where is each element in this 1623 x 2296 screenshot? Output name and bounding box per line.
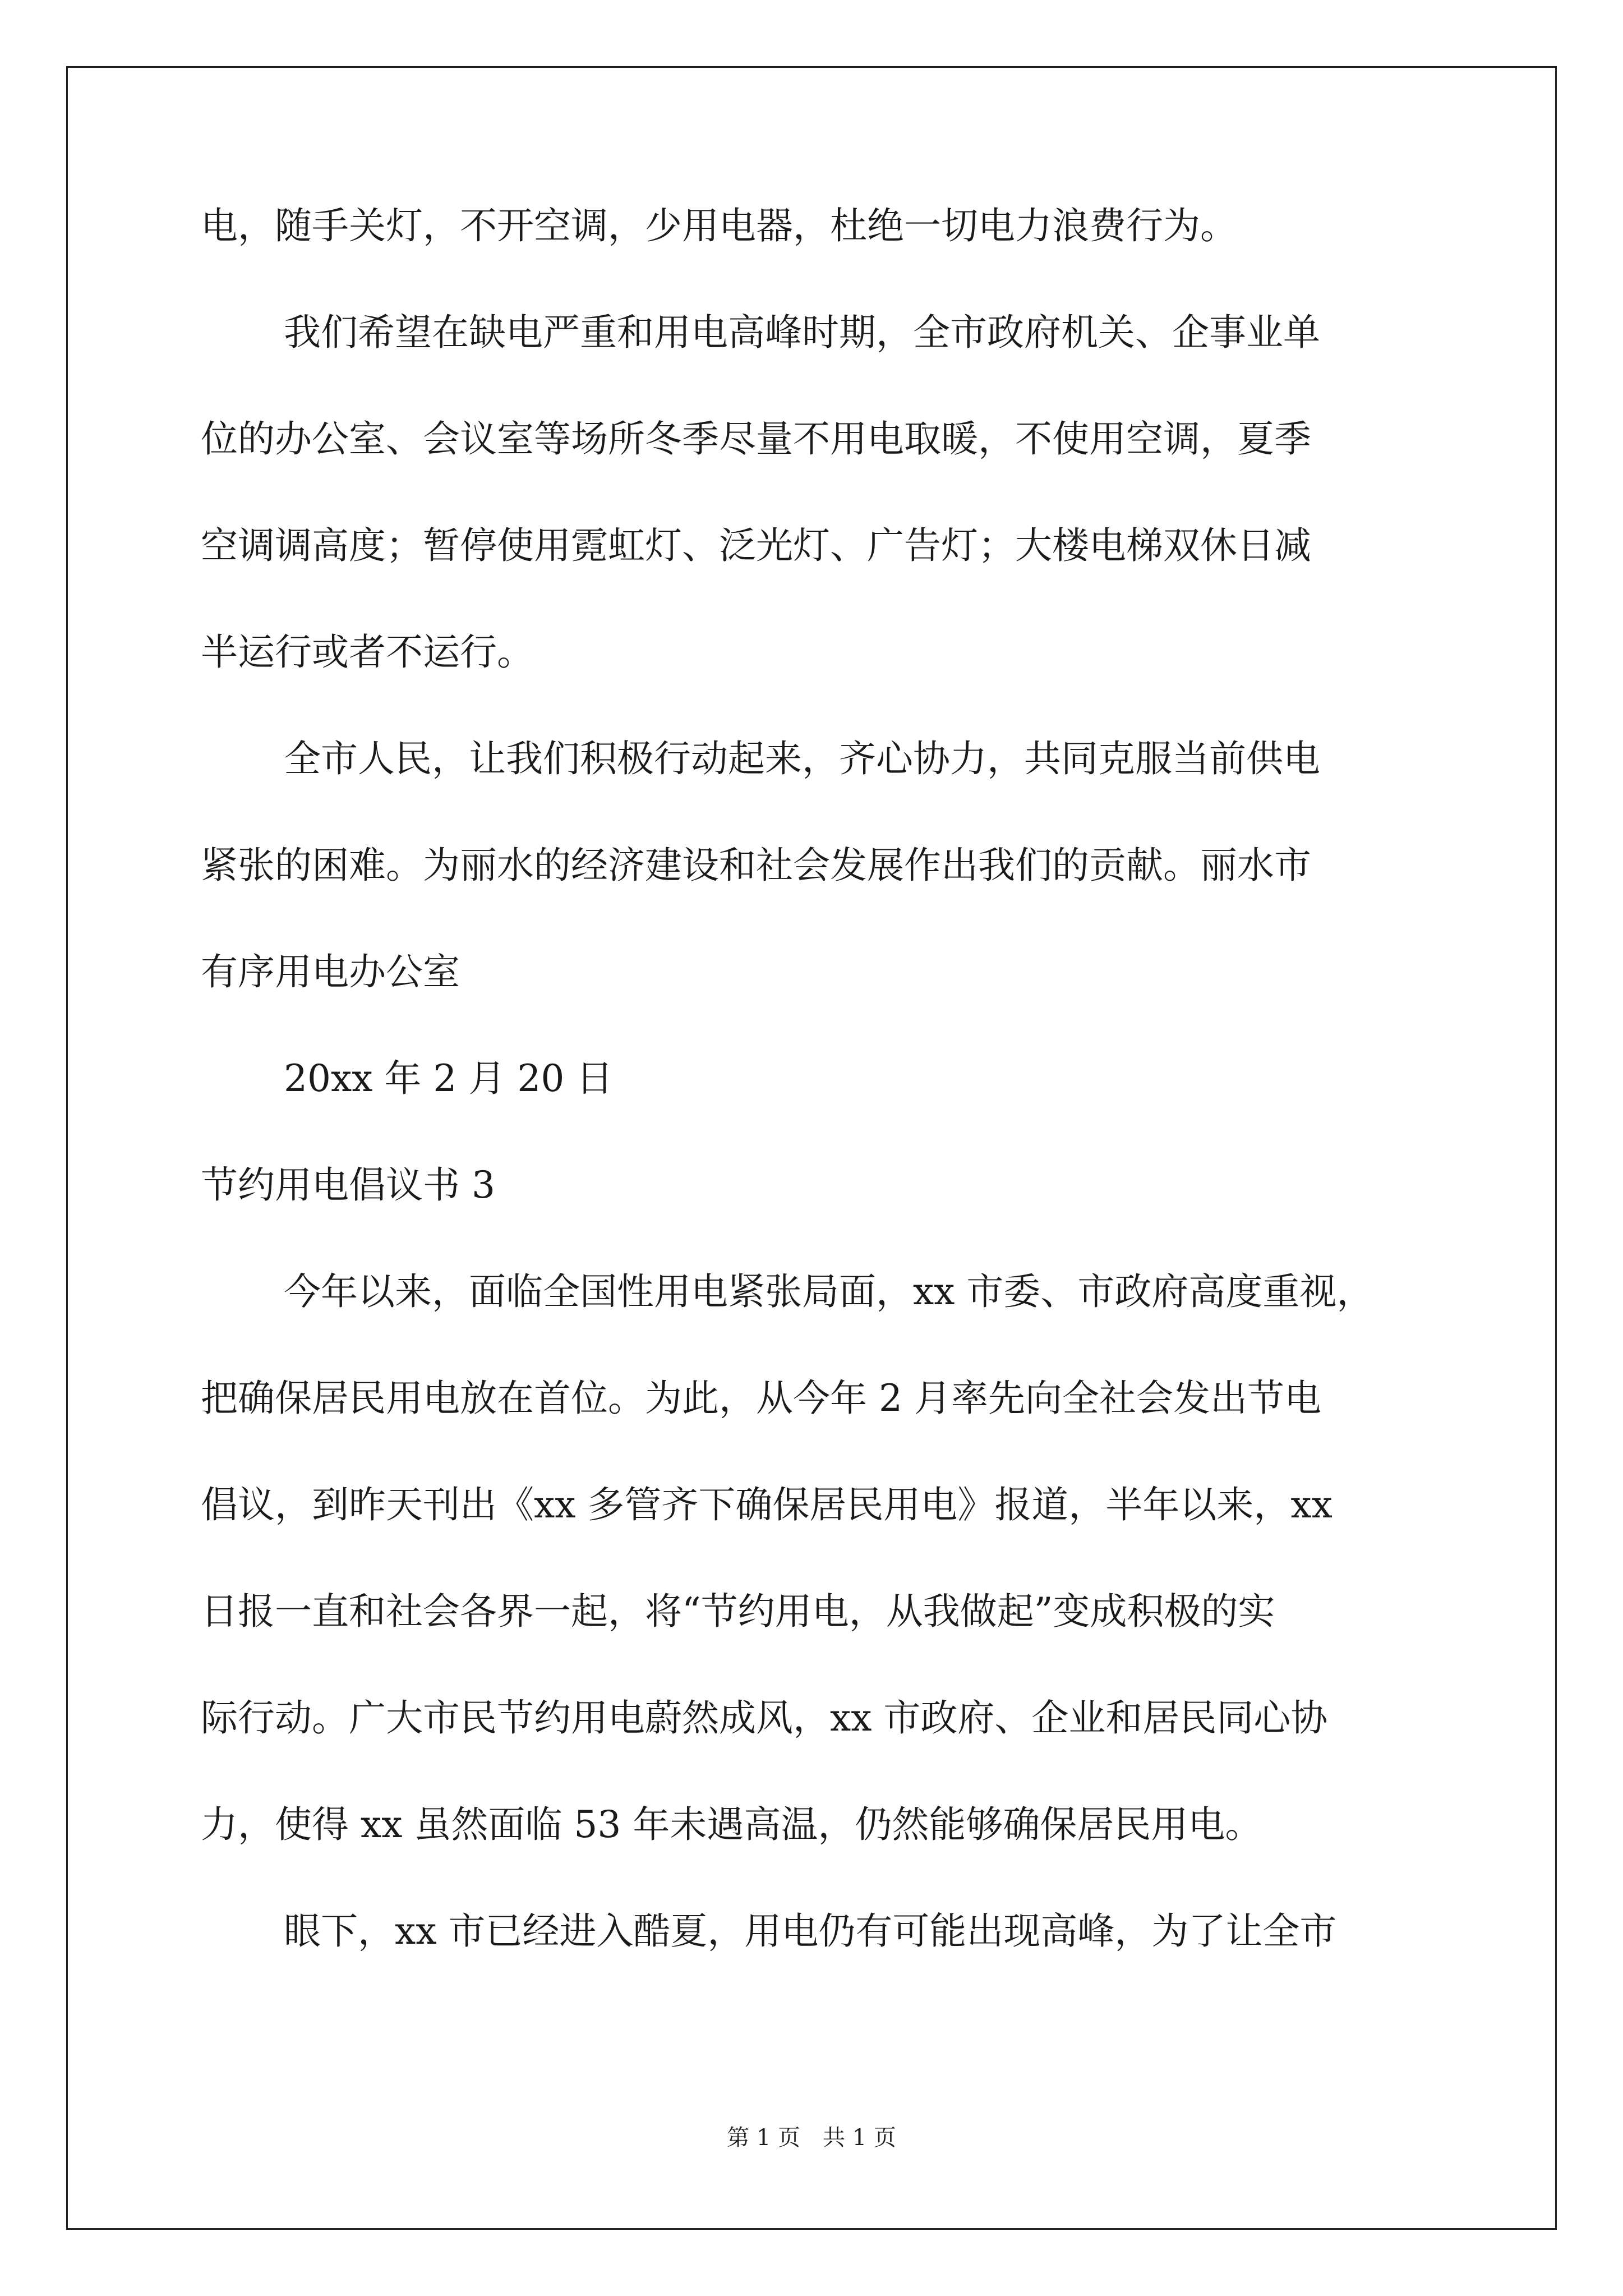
text-line: 把确保居民用电放在首位。为此，从今年 2 月率先向全社会发出节电 bbox=[201, 1377, 1321, 1420]
page-number-footer: 第 1 页 共 1 页 bbox=[727, 2125, 896, 2151]
text-line: 力，使得 xx 虽然面临 53 年未遇高温，仍然能够确保居民用电。 bbox=[201, 1803, 1262, 1846]
text-line: 电，随手关灯，不开空调，少用电器，杜绝一切电力浪费行为。 bbox=[201, 204, 1237, 247]
paragraph-line: 眼下，xx 市已经进入酷夏，用电仍有可能出现高峰，为了让全市 bbox=[284, 1910, 1337, 1953]
paragraph-line: 全市人民，让我们积极行动起来，齐心协力，共同克服当前供电 bbox=[284, 737, 1320, 780]
date-line: 20xx 年 2 月 20 日 bbox=[284, 1057, 614, 1100]
text-line: 倡议，到昨天刊出《xx 多管齐下确保居民用电》报道，半年以来，xx bbox=[201, 1483, 1332, 1526]
paragraph-line: 我们希望在缺电严重和用电高峰时期，全市政府机关、企事业单 bbox=[284, 311, 1320, 354]
paragraph-line: 今年以来，面临全国性用电紧张局面，xx 市委、市政府高度重视， bbox=[284, 1270, 1374, 1313]
text-line: 有序用电办公室 bbox=[201, 950, 460, 993]
text-line: 空调调高度；暂停使用霓虹灯、泛光灯、广告灯；大楼电梯双休日减 bbox=[201, 524, 1311, 567]
section-title: 节约用电倡议书 3 bbox=[201, 1163, 495, 1207]
text-line: 际行动。广大市民节约用电蔚然成风，xx 市政府、企业和居民同心协 bbox=[201, 1696, 1328, 1740]
page-border bbox=[66, 66, 1557, 2230]
text-line: 日报一直和社会各界一起，将“节约用电，从我做起”变成积极的实 bbox=[201, 1590, 1275, 1633]
text-line: 紧张的困难。为丽水的经济建设和社会发展作出我们的贡献。丽水市 bbox=[201, 844, 1311, 887]
text-line: 位的办公室、会议室等场所冬季尽量不用电取暖，不使用空调，夏季 bbox=[201, 417, 1311, 461]
text-line: 半运行或者不运行。 bbox=[201, 631, 534, 674]
